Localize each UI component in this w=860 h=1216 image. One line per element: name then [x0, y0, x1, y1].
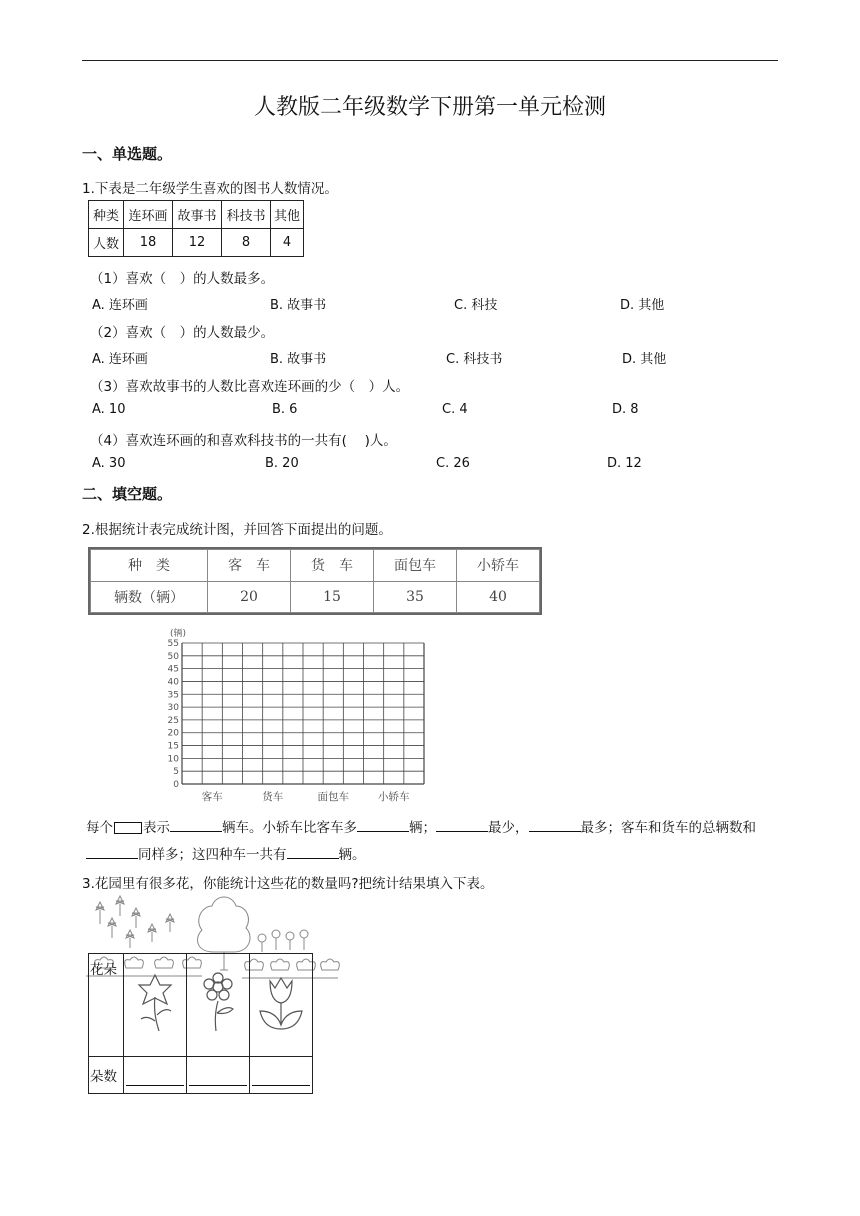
- fill-text-part: 表示: [143, 820, 170, 836]
- question-1-stem: 1.下表是二年级学生喜欢的图书人数情况。: [82, 181, 338, 197]
- table-header-cell: 其他: [271, 201, 304, 229]
- table-cell: 35: [374, 581, 457, 613]
- y-tick-label: 0: [173, 780, 179, 790]
- table-row: [89, 229, 304, 257]
- star-flower-icon: [133, 971, 177, 1035]
- option-b[interactable]: B. 故事书: [270, 352, 327, 367]
- fill-text-part: 辆车。小轿车比客车多: [222, 820, 357, 836]
- table-cell: 12: [173, 229, 222, 257]
- table-cell: 8: [222, 229, 271, 257]
- option-a[interactable]: A. 30: [92, 456, 126, 471]
- table-row: [91, 581, 540, 613]
- option-c[interactable]: C. 26: [436, 456, 470, 471]
- option-d[interactable]: D. 其他: [620, 298, 665, 313]
- y-tick-label: 40: [167, 677, 179, 688]
- table-header-cell: 小轿车: [457, 550, 540, 582]
- y-tick-label: 30: [167, 703, 179, 714]
- table-header-cell: 故事书: [173, 201, 222, 229]
- fill-text-part: 辆；: [409, 820, 436, 836]
- fill-text-part: 最多；客车和货车的总辆数和: [580, 820, 756, 836]
- subquestion-3: （3）喜欢故事书的人数比喜欢连环画的少（ ）人。: [90, 379, 410, 395]
- table-row: [91, 550, 540, 582]
- option-d[interactable]: D. 其他: [622, 352, 667, 367]
- table-header-cell: 货 车: [291, 550, 374, 582]
- table-header-cell: 面包车: [374, 550, 457, 582]
- x-category-label: 客车: [201, 791, 223, 803]
- x-category-label: 面包车: [317, 791, 349, 803]
- option-a[interactable]: A. 连环画: [92, 352, 148, 367]
- fill-text-part: 每个: [86, 820, 113, 836]
- book-preference-table: [88, 200, 304, 257]
- table-row: [89, 1057, 313, 1094]
- table-row: [89, 954, 313, 1057]
- round-flower-group-icon: [258, 930, 308, 952]
- star-flower-cell: [124, 954, 187, 1057]
- subquestion-4: （4）喜欢连环画的和喜欢科技书的一共有( )人。: [90, 433, 397, 449]
- header-rule: [82, 60, 778, 61]
- flower-count-table: [88, 953, 313, 1094]
- y-tick-label: 25: [167, 715, 179, 726]
- y-tick-label: 45: [167, 664, 179, 675]
- y-tick-label: 35: [167, 690, 179, 701]
- unit-square-icon: [114, 822, 142, 834]
- table-cell: 人数: [89, 229, 124, 257]
- tulip-cell: [250, 954, 313, 1057]
- page-title: 人教版二年级数学下册第一单元检测: [253, 95, 606, 120]
- blank-bar-chart-grid[interactable]: [150, 626, 440, 808]
- answer-blank[interactable]: [436, 817, 488, 832]
- y-tick-label: 55: [167, 639, 179, 649]
- section-heading-fill-blank: 二、填空题。: [82, 485, 173, 503]
- row-label: 朵数: [89, 1057, 124, 1094]
- table-cell: 辆数（辆）: [91, 581, 208, 613]
- answer-blank[interactable]: [86, 844, 138, 859]
- table-header-cell: 种 类: [91, 550, 208, 582]
- option-c[interactable]: C. 科技: [454, 298, 498, 313]
- table-cell: 40: [457, 581, 540, 613]
- x-category-label: 小轿车: [378, 791, 410, 803]
- x-category-label: 货车: [262, 791, 284, 803]
- table-header-cell: 科技书: [222, 201, 271, 229]
- answer-blank[interactable]: [170, 817, 222, 832]
- subquestion-2: （2）喜欢（ ）的人数最少。: [90, 325, 275, 341]
- round-flower-cell: [187, 954, 250, 1057]
- section-heading-single-choice: 一、单选题。: [82, 145, 173, 163]
- table-header-cell: 客 车: [208, 550, 291, 582]
- option-b[interactable]: B. 6: [272, 402, 298, 417]
- vehicle-stat-table: [88, 547, 542, 615]
- question-3-stem: 3.花园里有很多花，你能统计这些花的数量吗?把统计结果填入下表。: [82, 876, 494, 892]
- option-b[interactable]: B. 20: [265, 456, 299, 471]
- table-cell: 15: [291, 581, 374, 613]
- option-c[interactable]: C. 科技书: [446, 352, 503, 367]
- fill-text-part: 辆。: [338, 847, 366, 863]
- y-tick-label: 20: [167, 728, 179, 739]
- subquestion-1: （1）喜欢（ ）的人数最多。: [90, 271, 275, 287]
- y-tick-label: 5: [173, 767, 179, 778]
- answer-blank[interactable]: [250, 1057, 313, 1094]
- answer-blank[interactable]: [124, 1057, 187, 1094]
- option-c[interactable]: C. 4: [442, 402, 468, 417]
- table-cell: 4: [271, 229, 304, 257]
- tulip-icon: [256, 971, 306, 1035]
- y-tick-label: 50: [167, 651, 179, 662]
- round-flower-icon: [196, 971, 240, 1035]
- option-a[interactable]: A. 10: [92, 402, 126, 417]
- table-row: [89, 201, 304, 229]
- y-tick-label: 10: [167, 754, 179, 765]
- option-d[interactable]: D. 8: [612, 402, 639, 417]
- answer-blank[interactable]: [187, 1057, 250, 1094]
- star-flower-group-icon: [96, 896, 174, 948]
- table-cell: 20: [208, 581, 291, 613]
- option-a[interactable]: A. 连环画: [92, 298, 148, 313]
- y-tick-label: 15: [167, 741, 179, 752]
- question-2-stem: 2.根据统计表完成统计图，并回答下面提出的问题。: [82, 522, 392, 538]
- answer-blank[interactable]: [287, 844, 339, 859]
- answer-blank[interactable]: [529, 817, 581, 832]
- y-unit-label: (辆): [170, 629, 187, 639]
- table-cell: 18: [124, 229, 173, 257]
- row-label: 花朵: [89, 954, 124, 1057]
- question-2-fill-text: [86, 815, 786, 869]
- fill-text-part: 最少，: [488, 820, 529, 836]
- option-b[interactable]: B. 故事书: [270, 298, 327, 313]
- answer-blank[interactable]: [357, 817, 409, 832]
- table-header-cell: 种类: [89, 201, 124, 229]
- table-header-cell: 连环画: [124, 201, 173, 229]
- fill-text-part: 同样多；这四种车一共有: [138, 847, 287, 863]
- option-d[interactable]: D. 12: [607, 456, 642, 471]
